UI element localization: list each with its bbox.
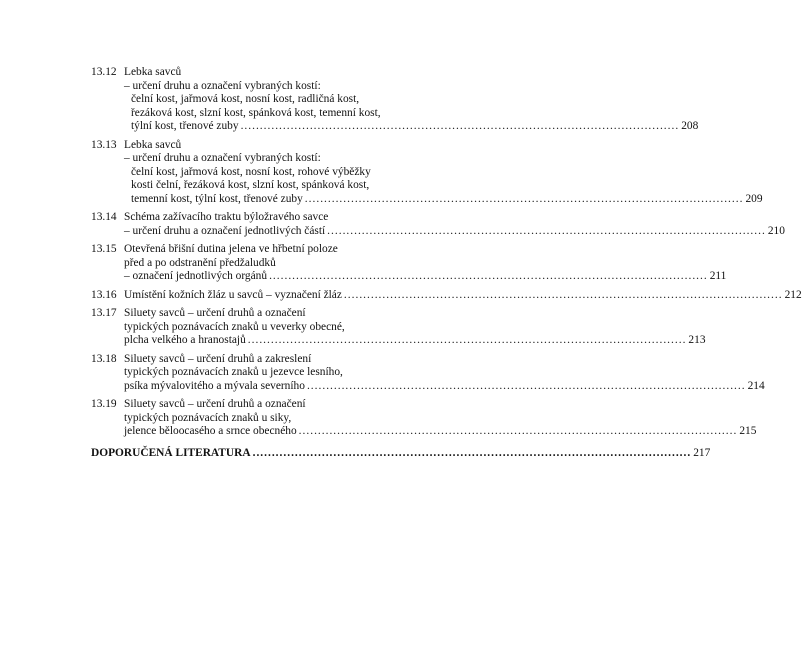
entry-subtitle: jelence běloocasého a srnce obecného [124, 425, 297, 437]
toc-entry-literature[interactable] [91, 446, 711, 461]
page-number: 209 [745, 192, 763, 205]
toc-entry[interactable] [91, 307, 706, 348]
dot-leader [253, 447, 692, 461]
toc-entry[interactable] [91, 352, 765, 394]
dot-leader [344, 289, 783, 303]
entry-number: 13.14 [91, 211, 117, 223]
entry-subtitle: – označení jednotlivých orgánů [124, 270, 268, 282]
page-number: 214 [747, 379, 765, 392]
dot-leader [269, 270, 708, 284]
entry-title: Otevřená břišní dutina jelena ve hřbetní poloze [124, 243, 338, 255]
dot-leader [305, 193, 744, 207]
entry-title: Siluety savců – určení druhů a označení [124, 398, 306, 410]
entry-number: 13.16 [91, 288, 117, 301]
page-number: 213 [688, 334, 706, 346]
dot-leader [307, 380, 746, 394]
page-number: 212 [784, 288, 802, 301]
entry-subtitle: typických poznávacích znaků u jezevce lesního, [124, 366, 343, 378]
entry-number: 13.15 [91, 243, 117, 255]
toc-entry[interactable] [91, 66, 699, 134]
entry-title: Umístění kožních žláz u savců – vyznačení žláz [124, 288, 342, 301]
entry-subtitle: – určení druhu a označení jednotlivých částí [124, 224, 326, 237]
toc-entry[interactable] [91, 398, 757, 439]
page-number: 215 [739, 425, 757, 437]
page-number: 210 [767, 224, 785, 237]
entry-title: Lebka savců [124, 66, 182, 78]
dot-leader [241, 120, 680, 134]
toc-entry[interactable] [91, 138, 763, 207]
page-number: 217 [693, 446, 711, 459]
entry-number: 13.18 [91, 352, 117, 365]
entry-detail: čelní kost, jařmová kost, nosní kost, radličná kost, [131, 93, 360, 105]
entry-number: 13.19 [91, 398, 117, 410]
entry-detail: temenní kost, týlní kost, třenové zuby [131, 192, 303, 205]
entry-detail: řezáková kost, slzní kost, spánková kost, temenní kost, [131, 106, 381, 119]
page-number: 211 [709, 270, 727, 282]
dot-leader [248, 334, 687, 348]
entry-subtitle: typických poznávacích znaků u veverky obecné, [124, 320, 345, 333]
dot-leader [299, 425, 738, 439]
page-number: 208 [681, 120, 699, 132]
entry-subtitle: typických poznávacích znaků u siky, [124, 411, 292, 424]
entry-title: Siluety savců – určení druhů a označení [124, 307, 306, 319]
entry-title: Lebka savců [124, 138, 182, 151]
entry-number: 13.13 [91, 138, 117, 151]
toc-entry[interactable] [91, 243, 727, 284]
entry-subtitle: před a po odstranění předžaludků [124, 256, 276, 269]
dot-leader [327, 225, 766, 239]
toc-entry[interactable] [91, 288, 802, 303]
entry-title: Schéma zažívacího traktu býložravého savce [124, 211, 329, 223]
entry-detail: čelní kost, jařmová kost, nosní kost, rohové výběžky [131, 165, 371, 178]
entry-subtitle: psíka mývalovitého a mývala severního [124, 379, 305, 392]
table-of-contents [91, 66, 802, 465]
entry-number: 13.17 [91, 307, 117, 319]
literature-title: DOPORUČENÁ LITERATURA [91, 446, 251, 459]
entry-subtitle: – určení druhu a označení vybraných kostí: [124, 79, 321, 92]
entry-detail: týlní kost, třenové zuby [131, 120, 239, 132]
entry-number: 13.12 [91, 66, 117, 78]
entry-detail: kosti čelní, řezáková kost, slzní kost, spánková kost, [131, 179, 370, 191]
entry-title: Siluety savců – určení druhů a zakreslení [124, 352, 312, 365]
entry-subtitle: – určení druhu a označení vybraných kostí: [124, 152, 321, 164]
toc-entry[interactable] [91, 211, 785, 238]
entry-subtitle: plcha velkého a hranostajů [124, 334, 246, 346]
